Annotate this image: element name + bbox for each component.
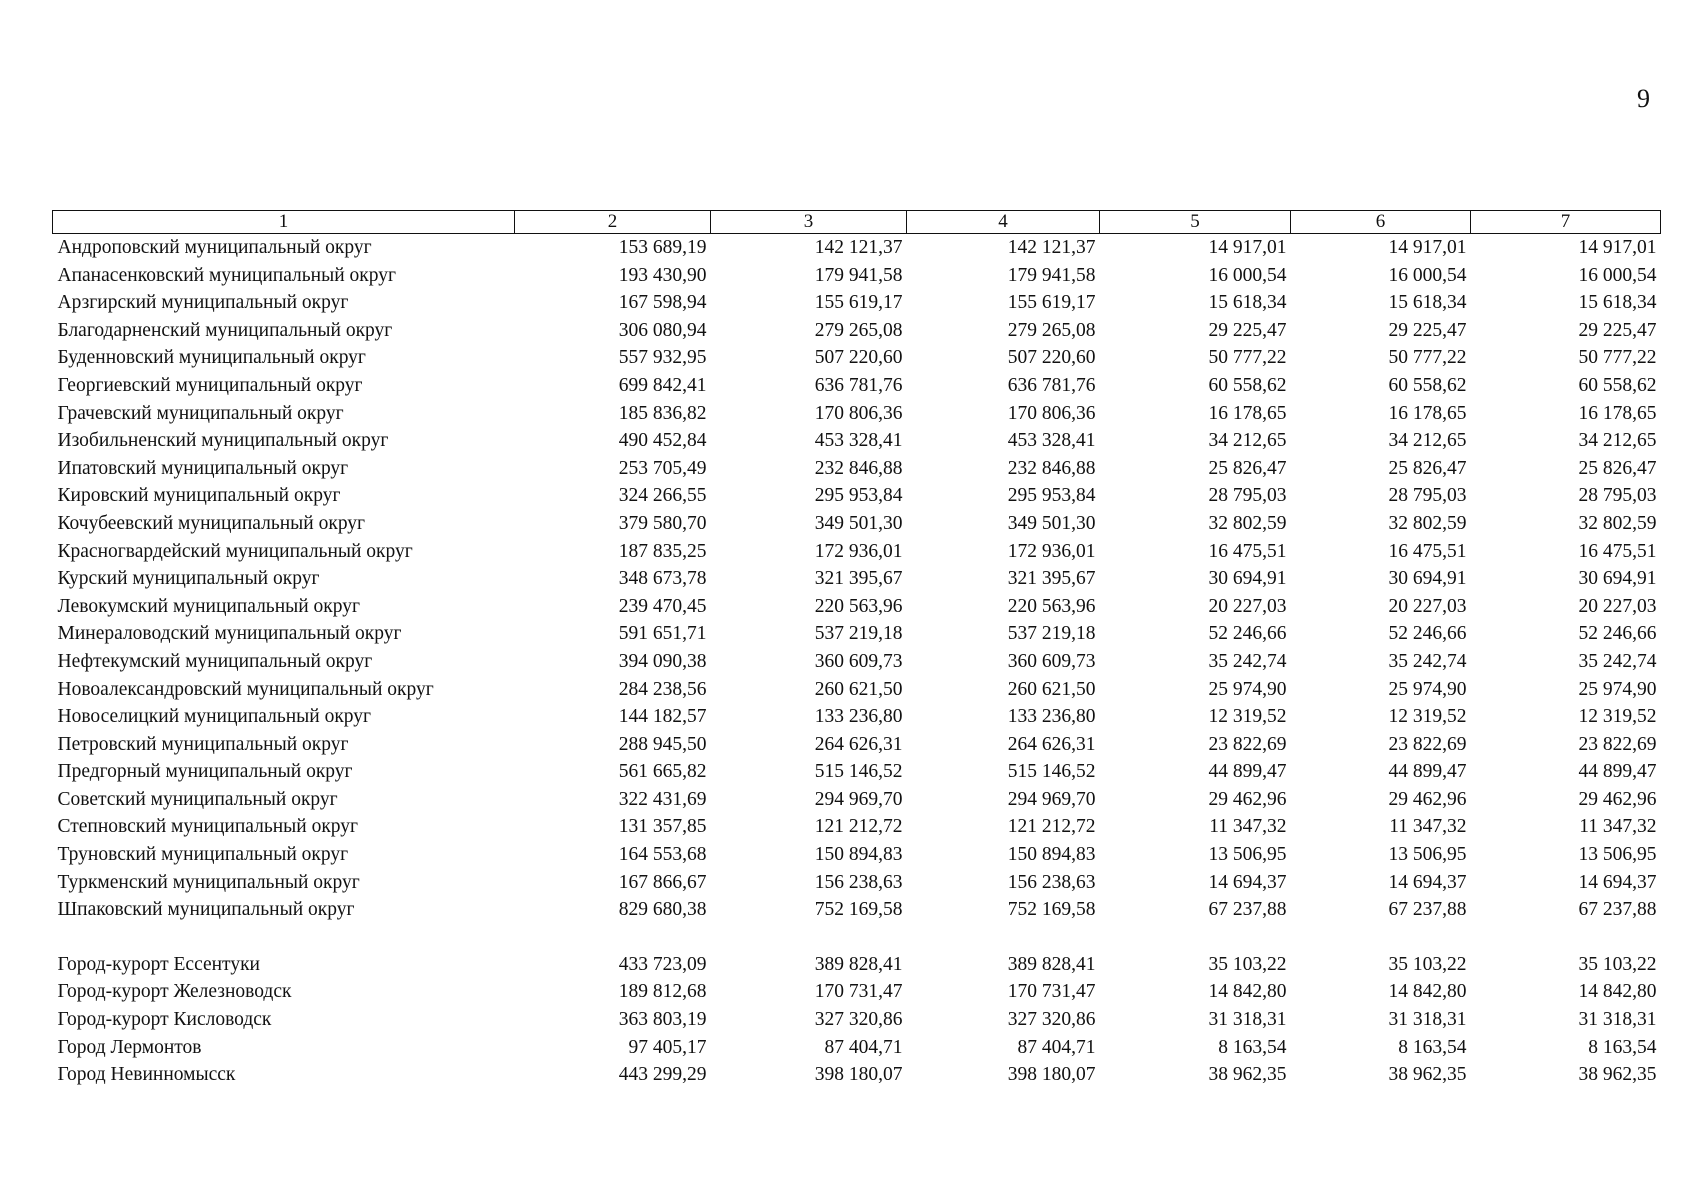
- value-cell: 12 319,52: [1578, 706, 1657, 728]
- value-cell: 32 802,59: [1388, 512, 1467, 534]
- column-header: 2: [515, 211, 711, 234]
- value-cell: 35 242,74: [1388, 650, 1467, 672]
- column-header: 7: [1471, 211, 1661, 234]
- value-cell: 52 246,66: [1208, 623, 1287, 645]
- value-cell: 537 219,18: [1007, 623, 1096, 645]
- value-cell: 179 941,58: [1007, 264, 1096, 286]
- value-cell: 155 619,17: [1007, 292, 1096, 314]
- value-cell: 35 242,74: [1578, 650, 1657, 672]
- value-cell: 67 237,88: [1208, 899, 1287, 921]
- value-cell: 321 395,67: [814, 568, 903, 590]
- value-cell: 35 242,74: [1208, 650, 1287, 672]
- municipality-name-cell: Буденновский муниципальный округ: [57, 347, 366, 369]
- value-cell: 35 103,22: [1388, 953, 1467, 975]
- value-cell: 25 974,90: [1208, 678, 1287, 700]
- table-row: [53, 344, 1661, 372]
- value-cell: 34 212,65: [1208, 430, 1287, 452]
- value-cell: 829 680,38: [618, 899, 707, 921]
- value-cell: 29 225,47: [1208, 319, 1287, 341]
- value-cell: 398 180,07: [814, 1064, 903, 1086]
- value-cell: 453 328,41: [1007, 430, 1096, 452]
- value-cell: 295 953,84: [1007, 485, 1096, 507]
- value-cell: 30 694,91: [1388, 568, 1467, 590]
- value-cell: 30 694,91: [1578, 568, 1657, 590]
- value-cell: 295 953,84: [814, 485, 903, 507]
- value-cell: 97 405,17: [628, 1036, 707, 1058]
- group-spacer-row: [53, 924, 1661, 951]
- value-cell: 507 220,60: [814, 347, 903, 369]
- value-cell: 44 899,47: [1578, 761, 1657, 783]
- municipality-name-cell: Предгорный муниципальный округ: [57, 761, 353, 783]
- value-cell: 31 318,31: [1578, 1009, 1657, 1031]
- municipality-name-cell: Андроповский муниципальный округ: [57, 237, 372, 258]
- table-row: [53, 869, 1661, 897]
- column-header: 6: [1291, 211, 1471, 234]
- value-cell: 260 621,50: [814, 678, 903, 700]
- value-cell: 394 090,38: [618, 650, 707, 672]
- value-cell: 35 103,22: [1578, 953, 1657, 975]
- value-cell: 20 227,03: [1208, 595, 1287, 617]
- municipality-name-cell: Георгиевский муниципальный округ: [57, 374, 363, 396]
- value-cell: 34 212,65: [1388, 430, 1467, 452]
- value-cell: 279 265,08: [814, 319, 903, 341]
- table-row: [53, 317, 1661, 345]
- value-cell: 389 828,41: [1007, 953, 1096, 975]
- municipality-name-cell: Петровский муниципальный округ: [57, 733, 349, 755]
- value-cell: 67 237,88: [1578, 899, 1657, 921]
- value-cell: 264 626,31: [814, 733, 903, 755]
- value-cell: 11 347,32: [1209, 816, 1287, 838]
- table-row: [53, 813, 1661, 841]
- value-cell: 349 501,30: [1007, 512, 1096, 534]
- municipality-name-cell: Труновский муниципальный округ: [57, 844, 349, 866]
- value-cell: 322 431,69: [618, 788, 707, 810]
- value-cell: 131 357,85: [618, 816, 707, 838]
- value-cell: 507 220,60: [1007, 347, 1096, 369]
- value-cell: 752 169,58: [814, 899, 903, 921]
- table-body: [53, 234, 1661, 1089]
- municipality-name-cell: Изобильненский муниципальный округ: [57, 430, 389, 452]
- table-row: [53, 538, 1661, 566]
- value-cell: 16 178,65: [1388, 402, 1467, 424]
- value-cell: 306 080,94: [618, 319, 707, 341]
- table-row: [53, 951, 1661, 979]
- value-cell: 232 846,88: [814, 457, 903, 479]
- table-row: [53, 1061, 1661, 1089]
- municipality-name-cell: Ипатовский муниципальный округ: [57, 457, 349, 479]
- column-header: 4: [907, 211, 1100, 234]
- table-row: [53, 620, 1661, 648]
- value-cell: 142 121,37: [814, 237, 903, 258]
- table-row: [53, 289, 1661, 317]
- value-cell: 13 506,95: [1208, 844, 1287, 866]
- value-cell: 29 462,96: [1578, 788, 1657, 810]
- value-cell: 29 225,47: [1388, 319, 1467, 341]
- value-cell: 23 822,69: [1578, 733, 1657, 755]
- data-table-container: [52, 210, 1660, 1089]
- value-cell: 44 899,47: [1388, 761, 1467, 783]
- value-cell: 170 806,36: [1007, 402, 1096, 424]
- value-cell: 28 795,03: [1388, 485, 1467, 507]
- value-cell: 363 803,19: [618, 1009, 707, 1031]
- municipality-name-cell: Город-курорт Ессентуки: [57, 953, 260, 975]
- value-cell: 52 246,66: [1578, 623, 1657, 645]
- table-row: [53, 703, 1661, 731]
- value-cell: 153 689,19: [618, 237, 707, 258]
- municipality-name-cell: Грачевский муниципальный округ: [57, 402, 344, 424]
- value-cell: 15 618,34: [1388, 292, 1467, 314]
- value-cell: 29 462,96: [1388, 788, 1467, 810]
- value-cell: 44 899,47: [1208, 761, 1287, 783]
- value-cell: 239 470,45: [618, 595, 707, 617]
- value-cell: 25 826,47: [1208, 457, 1287, 479]
- value-cell: 327 320,86: [814, 1009, 903, 1031]
- table-row: [53, 896, 1661, 924]
- table-row: [53, 400, 1661, 428]
- value-cell: 490 452,84: [618, 430, 707, 452]
- table-row: [53, 455, 1661, 483]
- value-cell: 29 225,47: [1578, 319, 1657, 341]
- value-cell: 25 826,47: [1388, 457, 1467, 479]
- value-cell: 8 163,54: [1588, 1036, 1657, 1058]
- value-cell: 433 723,09: [618, 953, 707, 975]
- municipality-name-cell: Курский муниципальный округ: [57, 568, 320, 590]
- value-cell: 31 318,31: [1388, 1009, 1467, 1031]
- value-cell: 557 932,95: [618, 347, 707, 369]
- value-cell: 14 917,01: [1208, 237, 1287, 258]
- value-cell: 29 462,96: [1208, 788, 1287, 810]
- value-cell: 155 619,17: [814, 292, 903, 314]
- value-cell: 294 969,70: [1007, 788, 1096, 810]
- value-cell: 443 299,29: [618, 1064, 707, 1086]
- value-cell: 179 941,58: [814, 264, 903, 286]
- value-cell: 398 180,07: [1007, 1064, 1096, 1086]
- value-cell: 34 212,65: [1578, 430, 1657, 452]
- value-cell: 167 866,67: [618, 871, 707, 893]
- value-cell: 360 609,73: [814, 650, 903, 672]
- value-cell: 253 705,49: [618, 457, 707, 479]
- municipality-name-cell: Город-курорт Железноводск: [57, 981, 292, 1003]
- municipality-name-cell: Новоалександровский муниципальный округ: [57, 678, 434, 700]
- value-cell: 31 318,31: [1208, 1009, 1287, 1031]
- value-cell: 220 563,96: [814, 595, 903, 617]
- municipality-name-cell: Шпаковский муниципальный округ: [57, 899, 355, 921]
- value-cell: 170 731,47: [1007, 981, 1096, 1003]
- municipality-name-cell: Новоселицкий муниципальный округ: [57, 706, 372, 728]
- value-cell: 193 430,90: [618, 264, 707, 286]
- value-cell: 38 962,35: [1208, 1064, 1287, 1086]
- municipality-name-cell: Минераловодский муниципальный округ: [57, 623, 402, 645]
- value-cell: 284 238,56: [618, 678, 707, 700]
- value-cell: 232 846,88: [1007, 457, 1096, 479]
- value-cell: 264 626,31: [1007, 733, 1096, 755]
- data-table: [52, 210, 1661, 1089]
- value-cell: 189 812,68: [618, 981, 707, 1003]
- municipality-name-cell: Нефтекумский муниципальный округ: [57, 650, 373, 672]
- municipality-name-cell: Арзгирский муниципальный округ: [57, 292, 349, 314]
- value-cell: 16 475,51: [1388, 540, 1467, 562]
- header-row: [53, 211, 1661, 234]
- table-row: [53, 786, 1661, 814]
- value-cell: 321 395,67: [1007, 568, 1096, 590]
- value-cell: 50 777,22: [1578, 347, 1657, 369]
- value-cell: 172 936,01: [814, 540, 903, 562]
- value-cell: 288 945,50: [618, 733, 707, 755]
- table-row: [53, 648, 1661, 676]
- table-row: [53, 427, 1661, 455]
- value-cell: 13 506,95: [1578, 844, 1657, 866]
- municipality-name-cell: Степновский муниципальный округ: [57, 816, 359, 838]
- spacer-cell: [53, 924, 1661, 951]
- page-number: 9: [1637, 84, 1650, 113]
- value-cell: 515 146,52: [1007, 761, 1096, 783]
- value-cell: 28 795,03: [1208, 485, 1287, 507]
- value-cell: 32 802,59: [1578, 512, 1657, 534]
- municipality-name-cell: Советский муниципальный округ: [57, 788, 338, 810]
- table-row: [53, 262, 1661, 290]
- value-cell: 25 974,90: [1578, 678, 1657, 700]
- municipality-name-cell: Город-курорт Кисловодск: [57, 1009, 272, 1031]
- value-cell: 636 781,76: [814, 374, 903, 396]
- value-cell: 14 842,80: [1208, 981, 1287, 1003]
- value-cell: 25 826,47: [1578, 457, 1657, 479]
- value-cell: 30 694,91: [1208, 568, 1287, 590]
- value-cell: 50 777,22: [1208, 347, 1287, 369]
- value-cell: 20 227,03: [1388, 595, 1467, 617]
- value-cell: 16 000,54: [1208, 264, 1287, 286]
- value-cell: 699 842,41: [618, 374, 707, 396]
- municipality-name-cell: Город Невинномысск: [57, 1064, 236, 1086]
- value-cell: 360 609,73: [1007, 650, 1096, 672]
- value-cell: 121 212,72: [814, 816, 903, 838]
- value-cell: 220 563,96: [1007, 595, 1096, 617]
- value-cell: 16 000,54: [1578, 264, 1657, 286]
- value-cell: 23 822,69: [1208, 733, 1287, 755]
- value-cell: 121 212,72: [1007, 816, 1096, 838]
- value-cell: 170 806,36: [814, 402, 903, 424]
- municipality-name-cell: Туркменский муниципальный округ: [57, 871, 360, 893]
- value-cell: 23 822,69: [1388, 733, 1467, 755]
- value-cell: 16 475,51: [1578, 540, 1657, 562]
- municipality-name-cell: Благодарненский муниципальный округ: [57, 319, 393, 341]
- table-row: [53, 978, 1661, 1006]
- value-cell: 60 558,62: [1388, 374, 1467, 396]
- value-cell: 28 795,03: [1578, 485, 1657, 507]
- column-header: 3: [711, 211, 907, 234]
- value-cell: 156 238,63: [814, 871, 903, 893]
- value-cell: 349 501,30: [814, 512, 903, 534]
- value-cell: 144 182,57: [618, 706, 707, 728]
- value-cell: 60 558,62: [1578, 374, 1657, 396]
- value-cell: 12 319,52: [1208, 706, 1287, 728]
- value-cell: 38 962,35: [1388, 1064, 1467, 1086]
- value-cell: 133 236,80: [814, 706, 903, 728]
- value-cell: 12 319,52: [1388, 706, 1467, 728]
- municipality-name-cell: Левокумский муниципальный округ: [57, 595, 361, 617]
- value-cell: 142 121,37: [1007, 237, 1096, 258]
- table-row: [53, 731, 1661, 759]
- value-cell: 164 553,68: [618, 844, 707, 866]
- value-cell: 150 894,83: [1007, 844, 1096, 866]
- value-cell: 561 665,82: [618, 761, 707, 783]
- table-row: [53, 758, 1661, 786]
- value-cell: 25 974,90: [1388, 678, 1467, 700]
- value-cell: 133 236,80: [1007, 706, 1096, 728]
- column-header: 5: [1100, 211, 1291, 234]
- value-cell: 35 103,22: [1208, 953, 1287, 975]
- value-cell: 11 347,32: [1389, 816, 1467, 838]
- value-cell: 16 178,65: [1578, 402, 1657, 424]
- value-cell: 14 694,37: [1208, 871, 1287, 893]
- value-cell: 14 842,80: [1388, 981, 1467, 1003]
- value-cell: 13 506,95: [1388, 844, 1467, 866]
- value-cell: 172 936,01: [1007, 540, 1096, 562]
- table-row: [53, 482, 1661, 510]
- value-cell: 8 163,54: [1398, 1036, 1467, 1058]
- municipality-name-cell: Город Лермонтов: [57, 1036, 202, 1058]
- value-cell: 14 917,01: [1578, 237, 1657, 258]
- value-cell: 50 777,22: [1388, 347, 1467, 369]
- value-cell: 87 404,71: [824, 1036, 903, 1058]
- value-cell: 38 962,35: [1578, 1064, 1657, 1086]
- value-cell: 324 266,55: [618, 485, 707, 507]
- value-cell: 150 894,83: [814, 844, 903, 866]
- value-cell: 20 227,03: [1578, 595, 1657, 617]
- value-cell: 16 178,65: [1208, 402, 1287, 424]
- value-cell: 379 580,70: [618, 512, 707, 534]
- value-cell: 14 694,37: [1388, 871, 1467, 893]
- value-cell: 537 219,18: [814, 623, 903, 645]
- table-row: [53, 1034, 1661, 1062]
- value-cell: 32 802,59: [1208, 512, 1287, 534]
- table-row: [53, 372, 1661, 400]
- table-row: [53, 676, 1661, 704]
- value-cell: 67 237,88: [1388, 899, 1467, 921]
- column-header: 1: [53, 211, 515, 234]
- value-cell: 260 621,50: [1007, 678, 1096, 700]
- value-cell: 515 146,52: [814, 761, 903, 783]
- value-cell: 15 618,34: [1208, 292, 1287, 314]
- value-cell: 60 558,62: [1208, 374, 1287, 396]
- value-cell: 752 169,58: [1007, 899, 1096, 921]
- value-cell: 389 828,41: [814, 953, 903, 975]
- value-cell: 348 673,78: [618, 568, 707, 590]
- value-cell: 170 731,47: [814, 981, 903, 1003]
- value-cell: 156 238,63: [1007, 871, 1096, 893]
- value-cell: 591 651,71: [618, 623, 707, 645]
- value-cell: 294 969,70: [814, 788, 903, 810]
- municipality-name-cell: Кочубеевский муниципальный округ: [57, 512, 366, 534]
- value-cell: 8 163,54: [1218, 1036, 1287, 1058]
- table-row: [53, 510, 1661, 538]
- value-cell: 16 475,51: [1208, 540, 1287, 562]
- table-row: [53, 565, 1661, 593]
- table-header: [53, 211, 1661, 234]
- table-row: [53, 1006, 1661, 1034]
- value-cell: 185 836,82: [618, 402, 707, 424]
- value-cell: 453 328,41: [814, 430, 903, 452]
- value-cell: 636 781,76: [1007, 374, 1096, 396]
- value-cell: 279 265,08: [1007, 319, 1096, 341]
- municipality-name-cell: Красногвардейский муниципальный округ: [57, 540, 413, 562]
- table-row: [53, 593, 1661, 621]
- value-cell: 11 347,32: [1579, 816, 1657, 838]
- municipality-name-cell: Кировский муниципальный округ: [57, 485, 341, 507]
- value-cell: 14 694,37: [1578, 871, 1657, 893]
- value-cell: 327 320,86: [1007, 1009, 1096, 1031]
- table-row: [53, 234, 1661, 262]
- value-cell: 15 618,34: [1578, 292, 1657, 314]
- value-cell: 14 842,80: [1578, 981, 1657, 1003]
- municipality-name-cell: Апанасенковский муниципальный округ: [57, 264, 396, 286]
- value-cell: 87 404,71: [1017, 1036, 1096, 1058]
- value-cell: 14 917,01: [1388, 237, 1467, 258]
- value-cell: 167 598,94: [618, 292, 707, 314]
- value-cell: 52 246,66: [1388, 623, 1467, 645]
- value-cell: 16 000,54: [1388, 264, 1467, 286]
- table-row: [53, 841, 1661, 869]
- value-cell: 187 835,25: [618, 540, 707, 562]
